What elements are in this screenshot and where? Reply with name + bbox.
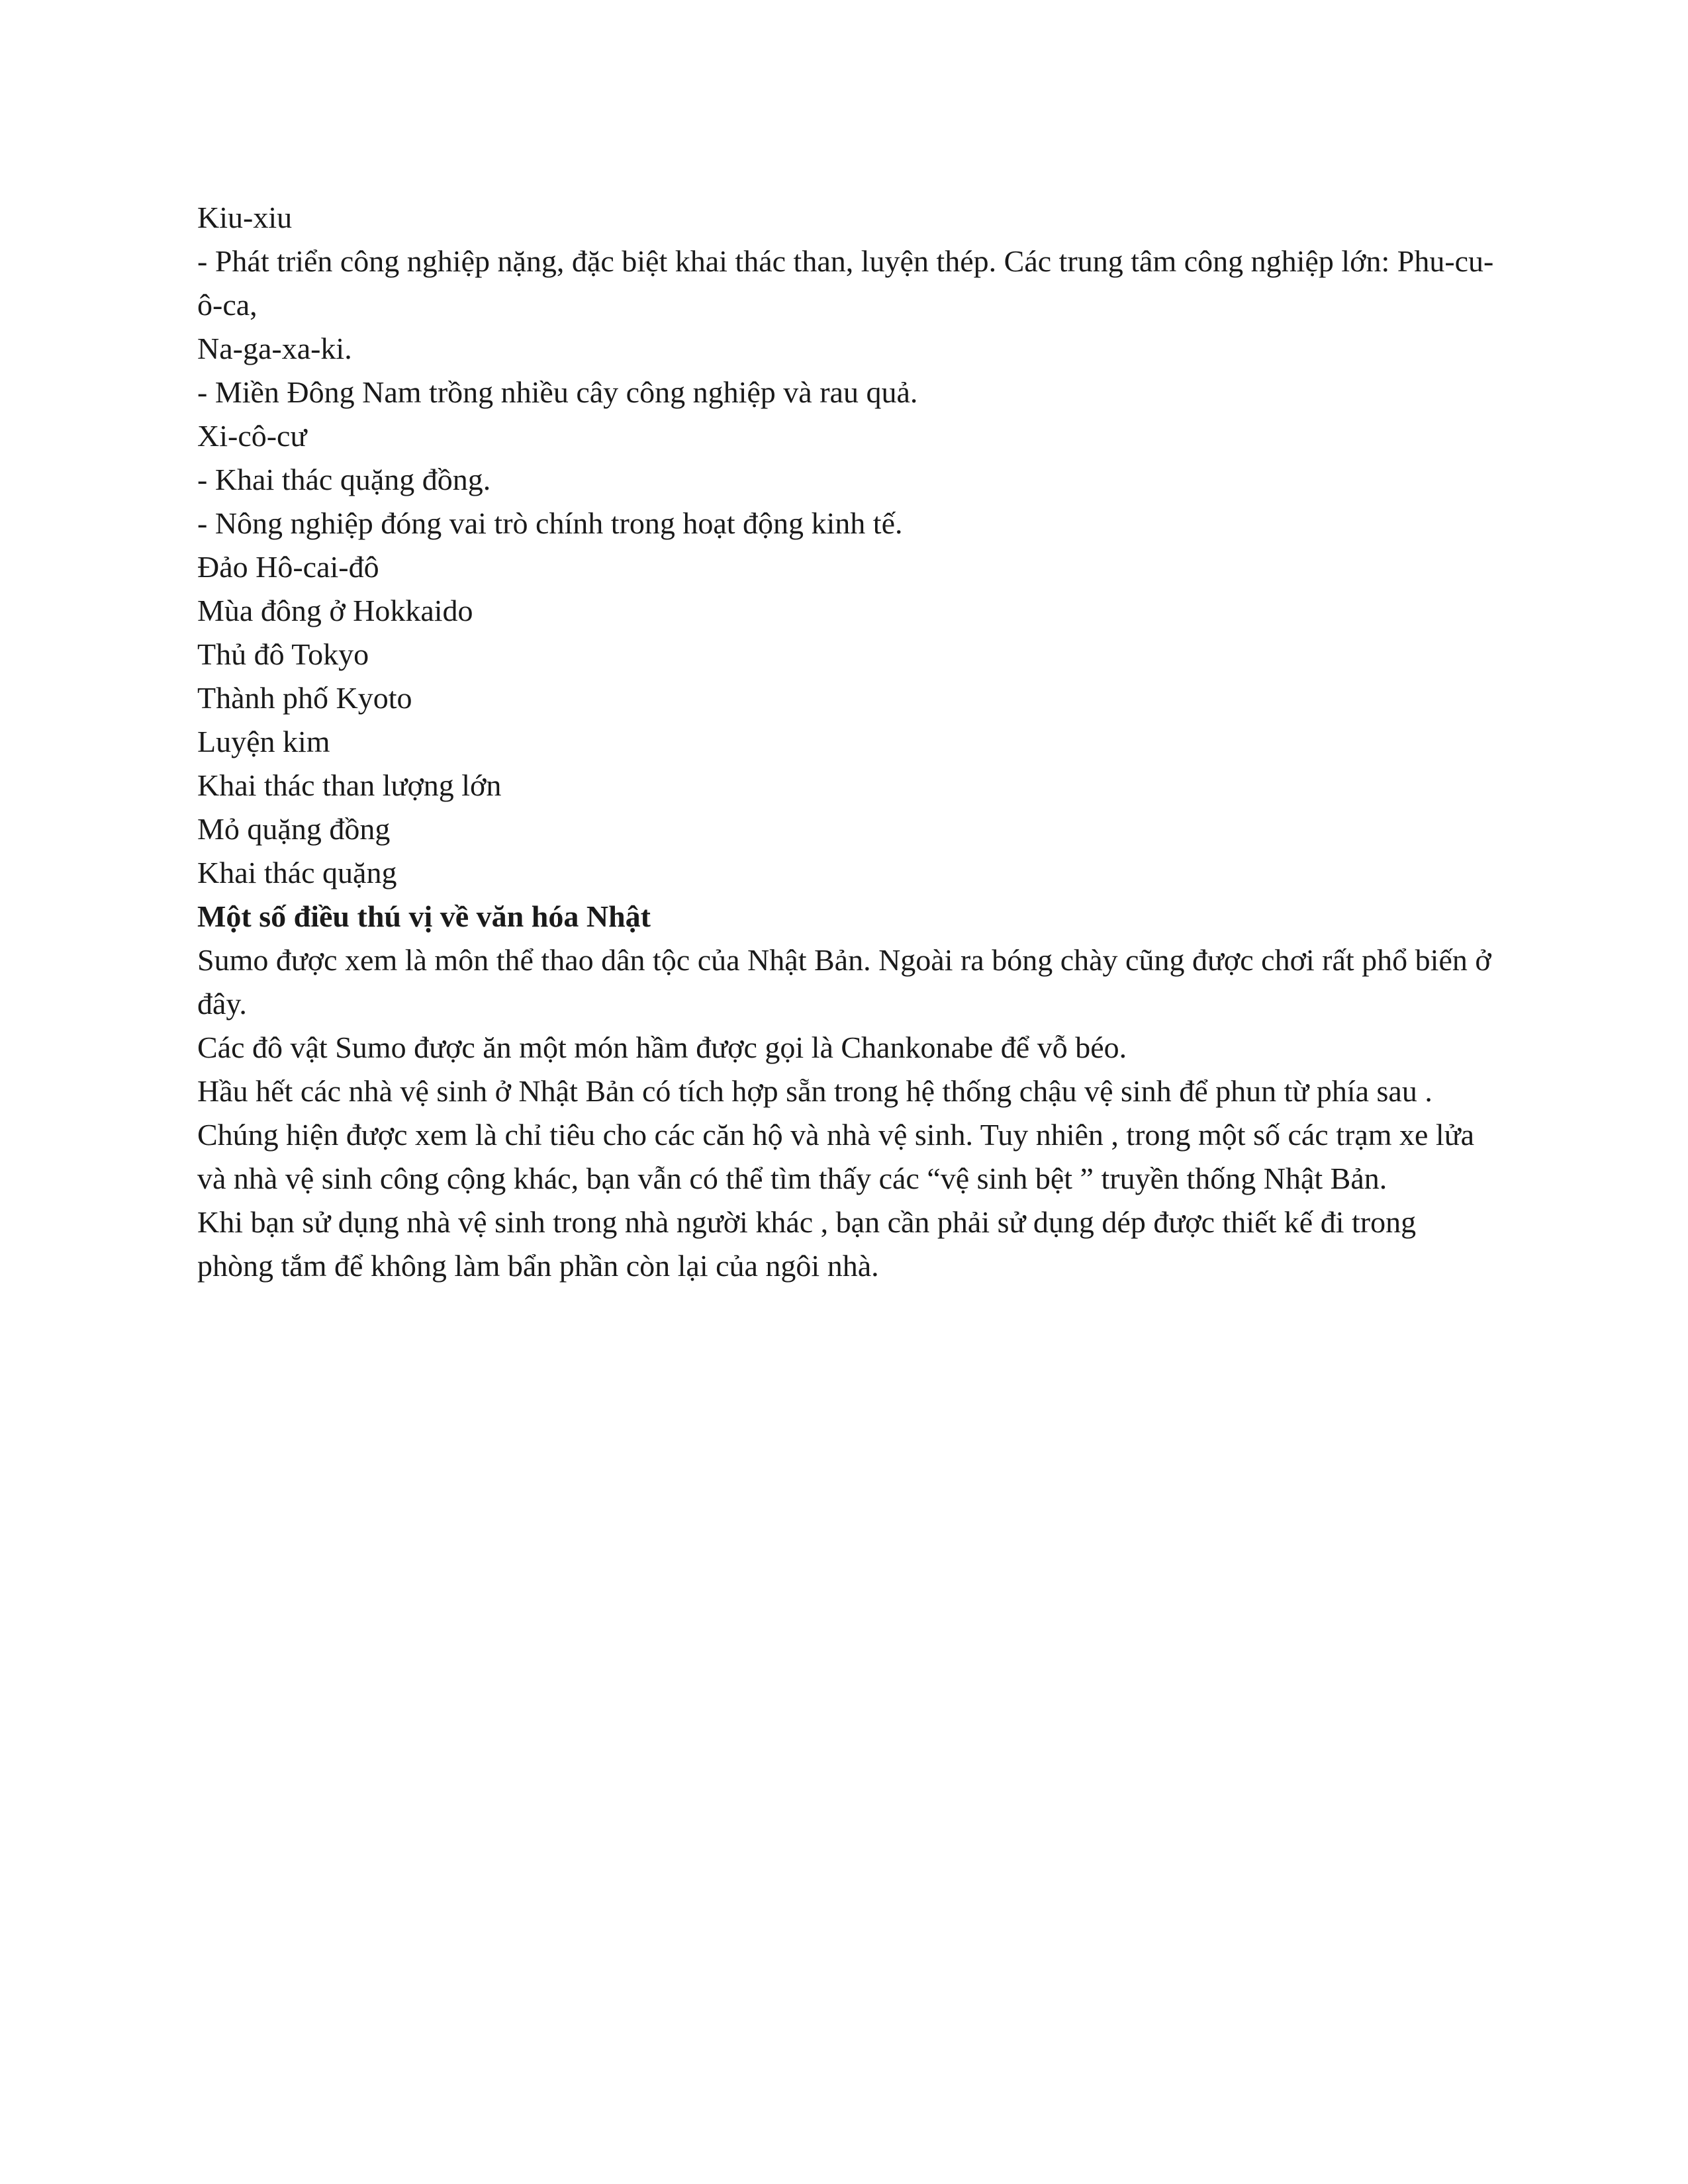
section-heading: Một số điều thú vị về văn hóa Nhật (197, 899, 651, 933)
document-body (197, 196, 1495, 1288)
image-caption: Mùa đông ở Hokkaido (197, 594, 473, 627)
image-caption: Thủ đô Tokyo (197, 637, 369, 671)
image-caption: Thành phố Kyoto (197, 681, 412, 715)
region-title-kyushu: Kiu-xiu (197, 201, 293, 234)
text-line: - Khai thác quặng đồng. (197, 463, 491, 496)
paragraph: Hầu hết các nhà vệ sinh ở Nhật Bản có tích hợp sẵn trong hệ thống chậu vệ sinh để phun từ phía sau . Chúng hiện được xem là chỉ tiêu cho các căn hộ và nhà vệ sinh. Tuy nhiên , trong một số các trạm xe lửa và nhà vệ sinh công cộng khác, bạn vẫn có thể tìm thấy các “vệ sinh bệt ” truyền thống Nhật Bản. (197, 1074, 1475, 1195)
image-caption: Luyện kim (197, 725, 330, 758)
image-caption: Khai thác quặng (197, 856, 397, 889)
text-line: - Nông nghiệp đóng vai trò chính trong hoạt động kinh tế. (197, 506, 903, 540)
image-caption: Mỏ quặng đồng (197, 812, 391, 846)
paragraph: Sumo được xem là môn thể thao dân tộc của Nhật Bản. Ngoài ra bóng chày cũng được chơi rất phổ biến ở đây. (197, 943, 1491, 1021)
paragraph: Các đô vật Sumo được ăn một món hầm được gọi là Chankonabe để vỗ béo. (197, 1030, 1127, 1064)
image-caption: Khai thác than lượng lớn (197, 768, 502, 802)
paragraph: Khi bạn sử dụng nhà vệ sinh trong nhà người khác , bạn cần phải sử dụng dép được thiết kế đi trong phòng tắm để không làm bẩn phần còn lại của ngôi nhà. (197, 1205, 1417, 1283)
region-title-shikoku: Xi-cô-cư (197, 419, 307, 453)
region-title-hokkaido: Đảo Hô-cai-đô (197, 550, 379, 584)
text-line: Na-ga-xa-ki. (197, 332, 352, 365)
text-line: - Miền Đông Nam trồng nhiều cây công nghiệp và rau quả. (197, 375, 918, 409)
text-line: - Phát triển công nghiệp nặng, đặc biệt khai thác than, luyện thép. Các trung tâm công nghiệp lớn: Phu-cu-ô-ca, (197, 244, 1494, 322)
